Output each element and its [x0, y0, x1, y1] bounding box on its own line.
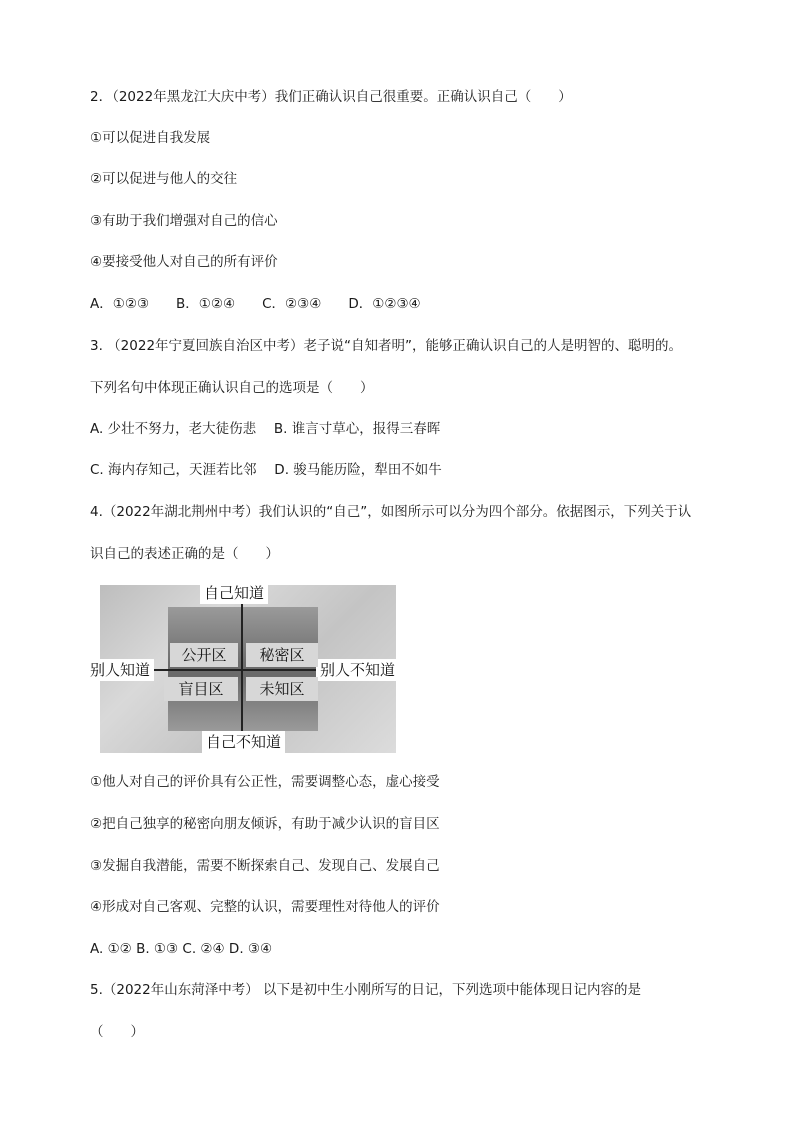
q5-stem-line1: 5.（2022年山东菏泽中考） 以下是初中生小刚所写的日记，下列选项中能体现日记内容的是	[90, 982, 642, 998]
q4-item-2: ②把自己独享的秘密向朋友倾诉，有助于减少认识的盲目区	[90, 816, 440, 832]
q4-stem-line1: 4.（2022年湖北荆州中考）我们认识的“自己”，如图所示可以分为四个部分。依据图示，下列关于认	[90, 504, 692, 520]
q5-stem-line2: （ ）	[90, 1024, 144, 1040]
q3-stem-line2: 下列名句中体现正确认识自己的选项是（ ）	[90, 380, 374, 396]
quadrant-secret: 秘密区	[246, 643, 318, 667]
quadrant-unknown: 未知区	[246, 677, 318, 701]
q3-stem-line1: 3. （2022年宁夏回族自治区中考）老子说“自知者明”，能够正确认识自己的人是明智的、聪明的。	[90, 338, 683, 354]
figure-vertical-axis	[241, 603, 243, 731]
figure-bottom-label: 自己不知道	[202, 731, 285, 753]
q4-options: A. ①② B. ①③ C. ②④ D. ③④	[90, 941, 273, 957]
figure-top-label: 自己知道	[200, 582, 268, 604]
q4-item-4: ④形成对自己客观、完整的认识，需要理性对待他人的评价	[90, 899, 440, 915]
quadrant-open: 公开区	[170, 643, 238, 667]
q3-options-line2: C. 海内存知己，天涯若比邻 D. 骏马能历险，犁田不如牛	[90, 462, 442, 478]
q4-item-1: ①他人对自己的评价具有公正性，需要调整心态，虚心接受	[90, 774, 440, 790]
q2-stem: 2．（2022年黑龙江大庆中考）我们正确认识自己很重要。正确认识自己（ ）	[90, 89, 572, 105]
figure-horizontal-axis	[150, 669, 340, 671]
q4-item-3: ③发掘自我潜能，需要不断探索自己、发现自己、发展自己	[90, 858, 440, 874]
figure-left-label: 别人知道	[86, 659, 154, 681]
q2-item-3: ③有助于我们增强对自己的信心	[90, 213, 278, 229]
q4-stem-line2: 识自己的表述正确的是（ ）	[90, 546, 279, 562]
figure-right-label: 别人不知道	[316, 659, 399, 681]
q2-options: A．①②③ B．①②④ C．②③④ D．①②③④	[90, 296, 421, 312]
q2-item-1: ①可以促进自我发展	[90, 130, 211, 146]
johari-window-figure	[90, 584, 396, 753]
q3-options-line1: A. 少壮不努力，老大徒伤悲 B. 谁言寸草心，报得三春晖	[90, 421, 441, 437]
quadrant-blind: 盲目区	[164, 677, 238, 701]
q2-item-4: ④要接受他人对自己的所有评价	[90, 254, 278, 270]
q2-item-2: ②可以促进与他人的交往	[90, 171, 238, 187]
